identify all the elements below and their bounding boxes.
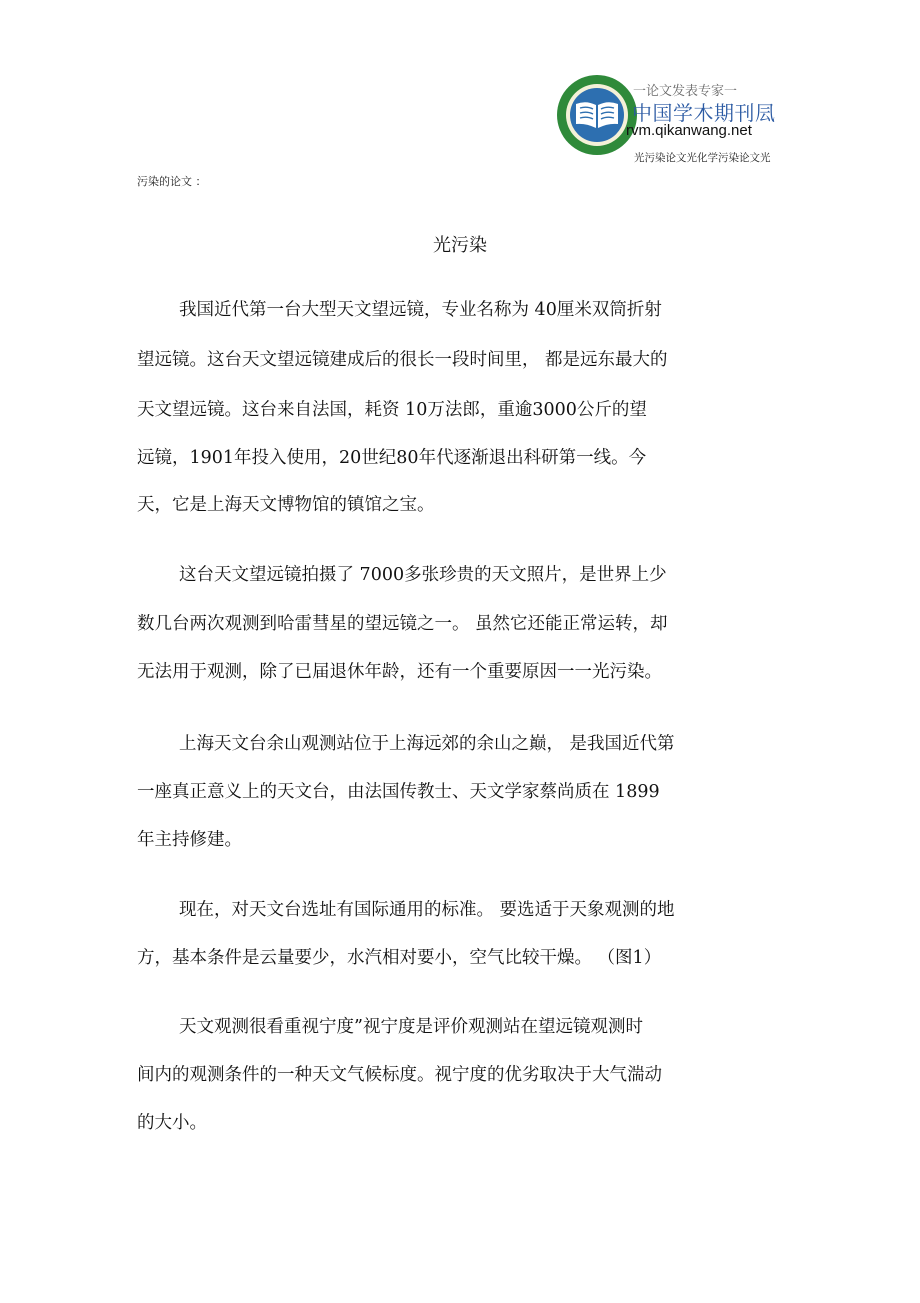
logo-url: rvm.qikanwang.net: [626, 122, 752, 139]
doc-caption: 污染的论文 ：: [137, 175, 207, 188]
text-line: 望远镜。这台天文望远镜建成后的很长一段时间里， 都是远东最大的: [137, 350, 668, 370]
text-line: 现在，对天文台选址有国际通用的标准。 要选适于天象观测的地: [179, 900, 675, 920]
text-line: 方，基本条件是云量要少，水汽相对要小，空气比较干燥。 （图1）: [137, 948, 662, 968]
text-line: 上海天文台余山观测站位于上海远郊的余山之巅， 是我国近代第: [179, 734, 675, 754]
page-title: 光污染: [433, 235, 487, 256]
text-line: 我国近代第一台大型天文望远镜，专业名称为 40厘米双筒折射: [179, 300, 662, 320]
text-line: 无法用于观测，除了已届退休年龄，还有一个重要原因一一光污染。: [137, 662, 662, 682]
journal-logo-icon: [556, 74, 638, 156]
text-line: 年主持修建。: [137, 830, 242, 850]
text-line: 这台天文望远镜拍摄了 7000多张珍贵的天文照片，是世界上少: [179, 565, 667, 585]
text-line: 天，它是上海天文博物馆的镇馆之宝。: [137, 495, 435, 515]
text-line: 间内的观测条件的一种天文气候标度。视宁度的优劣取决于大气湍动: [137, 1065, 662, 1085]
text-line: 远镜，1901年投入使用，20世纪80年代逐渐退出科研第一线。今: [137, 448, 647, 468]
logo-journal-name: 中国学木期刊凨: [632, 101, 776, 125]
text-line: 数几台两次观测到哈雷彗星的望远镜之一。 虽然它还能正常运转，却: [137, 614, 668, 634]
text-line: 天文望远镜。这台来自法国，耗资 10万法郎，重逾3000公斤的望: [137, 400, 647, 420]
logo-tagline: 一论文发表专家一: [633, 84, 738, 99]
text-line: 天文观测很看重视宁度”视宁度是评价观测站在望远镜观测时: [179, 1017, 643, 1037]
text-line: 一座真正意义上的天文台，由法国传教士、天文学家蔡尚质在 1899: [137, 782, 660, 802]
text-line: 的大小。: [137, 1113, 207, 1133]
logo-keywords: 光污染论文光化学污染论文光: [634, 152, 771, 164]
